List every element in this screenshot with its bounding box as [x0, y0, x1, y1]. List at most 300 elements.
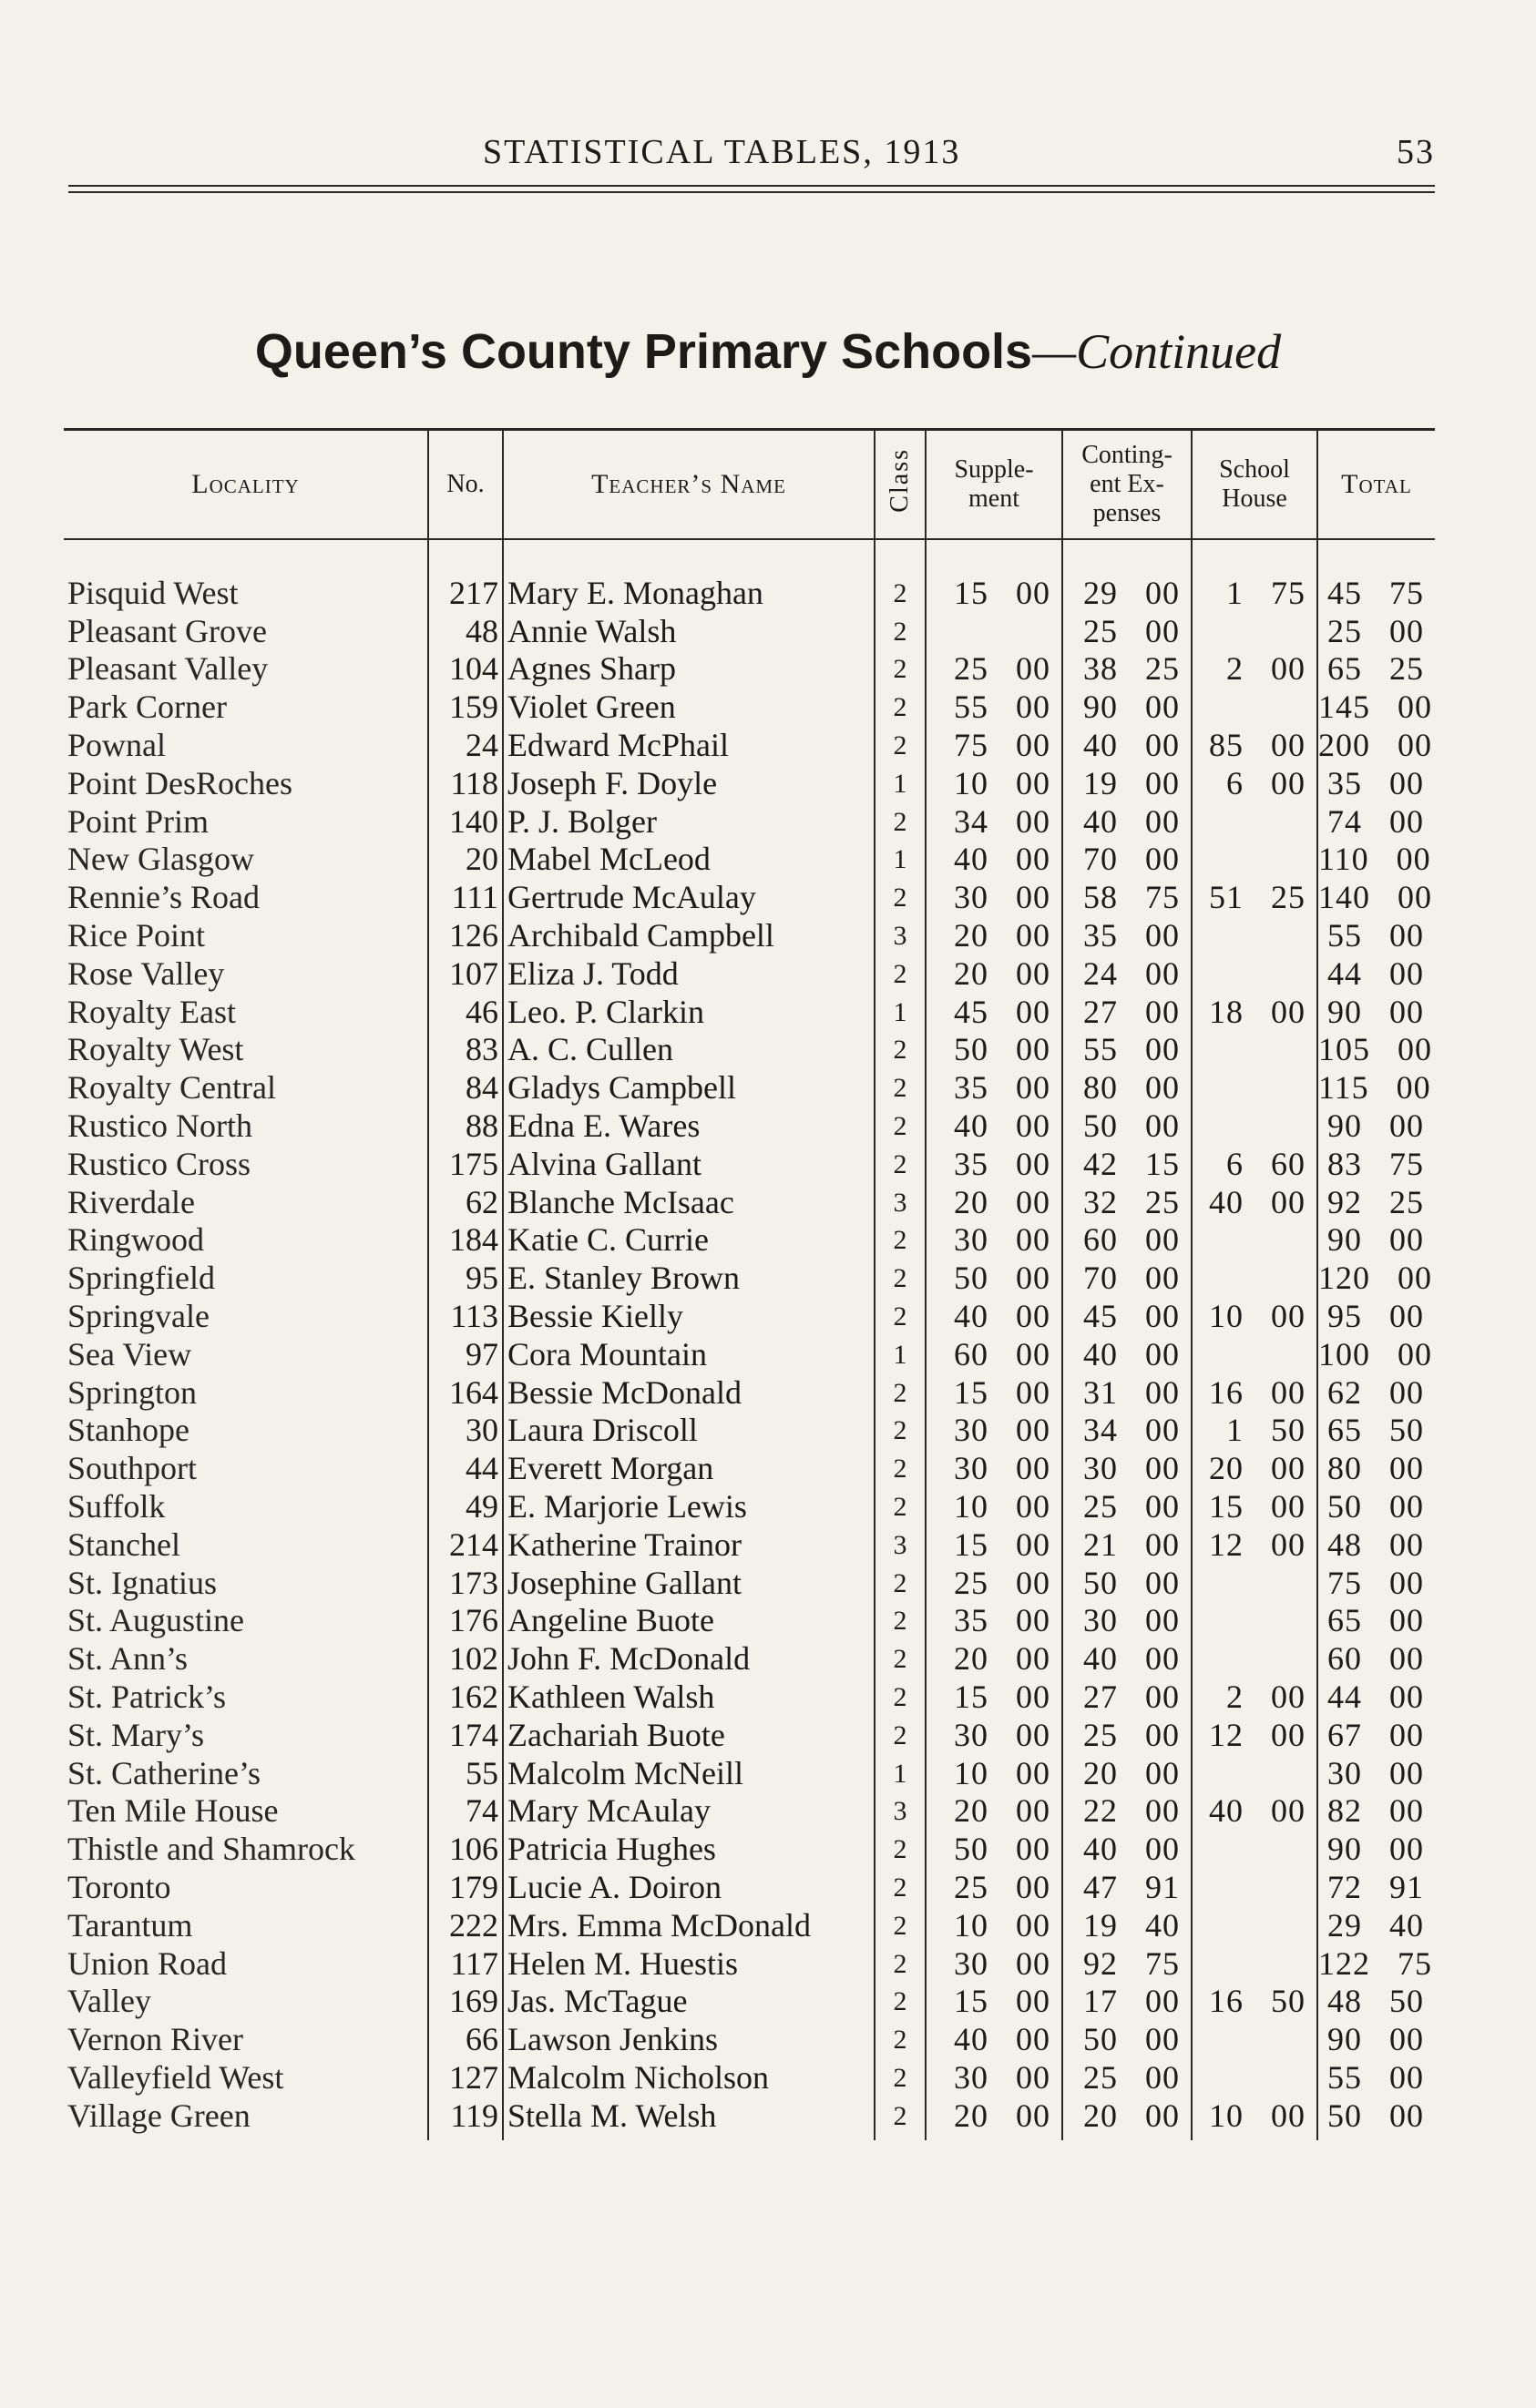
amount-dollars: 25 — [1327, 612, 1362, 649]
cell-teacher: Gladys Campbell — [503, 1069, 875, 1107]
amount-cents: 00 — [1016, 1640, 1050, 1678]
amount-cents: 00 — [1271, 1373, 1306, 1411]
amount-dollars: 40 — [1083, 802, 1118, 840]
cell-no: 111 — [428, 879, 503, 917]
cell-no: 175 — [428, 1145, 503, 1183]
cell-no: 173 — [428, 1564, 503, 1602]
table-row — [64, 1640, 1435, 1678]
cell-teacher: Eliza J. Todd — [503, 954, 875, 993]
amount-dollars: 45 — [1327, 574, 1362, 611]
cell-locality: Thistle and Shamrock — [67, 1831, 355, 1868]
cell-locality: Sea View — [67, 1335, 192, 1372]
amount-dollars: 60 — [954, 1335, 988, 1372]
col-header-locality: Locality — [64, 430, 428, 539]
cell-no: 127 — [428, 2059, 503, 2097]
amount-cents: 00 — [1016, 802, 1050, 840]
amount-dollars: 10 — [954, 764, 988, 801]
table-row — [64, 727, 1435, 765]
amount-dollars: 15 — [954, 1373, 988, 1411]
amount-dollars: 15 — [954, 1678, 988, 1715]
cell-supplement — [926, 2059, 1062, 2097]
amount-cents: 00 — [1389, 1525, 1424, 1563]
amount-cents: 00 — [1271, 1450, 1306, 1487]
amount-dollars: 17 — [1083, 1983, 1118, 2020]
cell-locality: Rose Valley — [67, 954, 225, 992]
amount-dollars: 20 — [1209, 1450, 1244, 1487]
amount-dollars: 30 — [954, 1412, 988, 1449]
cell-locality: Ten Mile House — [67, 1792, 279, 1830]
amount-cents: 00 — [1145, 1107, 1180, 1145]
cell-no: 222 — [428, 1906, 503, 1944]
cell-class: 3 — [875, 1183, 926, 1221]
amount-dollars: 90 — [1083, 689, 1118, 726]
cell-school-house — [1192, 764, 1317, 802]
cell-locality: Vernon River — [67, 2021, 243, 2058]
amount-cents: 00 — [1016, 1145, 1050, 1182]
amount-cents: 00 — [1398, 689, 1432, 726]
amount-cents: 00 — [1145, 574, 1180, 611]
amount-cents: 00 — [1145, 917, 1180, 954]
amount-cents: 00 — [1271, 2097, 1306, 2134]
amount-cents: 60 — [1271, 1145, 1306, 1182]
amount-cents: 00 — [1016, 1525, 1050, 1563]
amount-dollars: 50 — [1083, 1564, 1118, 1601]
cell-no: 102 — [428, 1640, 503, 1678]
amount-dollars: 12 — [1209, 1525, 1244, 1563]
table-row — [64, 1488, 1435, 1526]
amount-cents: 00 — [1389, 802, 1424, 840]
table-row — [64, 1412, 1435, 1450]
cell-total — [1317, 1944, 1435, 1983]
amount-cents: 75 — [1389, 1145, 1424, 1182]
cell-teacher: Katie C. Currie — [503, 1221, 875, 1260]
cell-class: 2 — [875, 1640, 926, 1678]
cell-contingent — [1062, 1754, 1192, 1792]
cell-total — [1317, 1031, 1435, 1069]
cell-class: 2 — [875, 1831, 926, 1869]
amount-dollars: 74 — [1327, 802, 1362, 840]
amount-cents: 00 — [1145, 993, 1180, 1030]
cell-school-house — [1192, 1373, 1317, 1412]
amount-dollars: 30 — [1083, 1450, 1118, 1487]
amount-dollars: 25 — [1083, 612, 1118, 649]
amount-dollars: 50 — [1083, 2021, 1118, 2058]
cell-school-house — [1192, 1260, 1317, 1298]
cell-class: 2 — [875, 2021, 926, 2059]
amount-cents: 00 — [1271, 727, 1306, 764]
cell-class: 2 — [875, 1564, 926, 1602]
amount-cents: 00 — [1145, 1488, 1180, 1525]
cell-teacher: Helen M. Huestis — [503, 1944, 875, 1983]
amount-dollars: 35 — [954, 1069, 988, 1107]
cell-no: 164 — [428, 1373, 503, 1412]
amount-cents: 00 — [1145, 1031, 1180, 1068]
cell-total — [1317, 727, 1435, 765]
cell-no: 66 — [428, 2021, 503, 2059]
table-row — [64, 1335, 1435, 1373]
cell-no: 84 — [428, 1069, 503, 1107]
cell-school-house — [1192, 2059, 1317, 2097]
cell-total — [1317, 954, 1435, 993]
amount-cents: 00 — [1016, 764, 1050, 801]
cell-total — [1317, 764, 1435, 802]
amount-dollars: 145 — [1318, 689, 1370, 726]
cell-supplement — [926, 1716, 1062, 1754]
amount-dollars: 40 — [954, 1298, 988, 1335]
amount-dollars: 25 — [954, 1564, 988, 1601]
cell-contingent — [1062, 1488, 1192, 1526]
cell-no: 217 — [428, 575, 503, 613]
table-row — [64, 2059, 1435, 2097]
cell-total — [1317, 879, 1435, 917]
amount-dollars: 22 — [1083, 1792, 1118, 1830]
amount-cents: 00 — [1016, 1716, 1050, 1753]
cell-locality: Point Prim — [67, 802, 210, 840]
cell-class: 1 — [875, 1335, 926, 1373]
cell-no: 118 — [428, 764, 503, 802]
amount-dollars: 45 — [1083, 1298, 1118, 1335]
table-row — [64, 1525, 1435, 1564]
amount-dollars: 62 — [1327, 1373, 1362, 1411]
cell-contingent — [1062, 1869, 1192, 1907]
cell-school-house — [1192, 1983, 1317, 2021]
table-row — [64, 1564, 1435, 1602]
cell-contingent — [1062, 650, 1192, 689]
cell-locality: St. Ann’s — [67, 1640, 189, 1678]
cell-locality: Pisquid West — [67, 574, 239, 611]
cell-locality: Royalty Central — [67, 1069, 276, 1107]
cell-contingent — [1062, 1412, 1192, 1450]
amount-dollars: 90 — [1327, 1107, 1362, 1145]
amount-cents: 00 — [1016, 574, 1050, 611]
page-number: 53 — [1397, 133, 1435, 171]
amount-cents: 00 — [1016, 1488, 1050, 1525]
cell-total — [1317, 1640, 1435, 1678]
amount-dollars: 30 — [954, 1716, 988, 1753]
cell-supplement — [926, 650, 1062, 689]
cell-teacher: Patricia Hughes — [503, 1831, 875, 1869]
amount-dollars: 27 — [1083, 993, 1118, 1030]
cell-supplement — [926, 1412, 1062, 1450]
amount-dollars: 29 — [1083, 574, 1118, 611]
amount-cents: 00 — [1271, 1716, 1306, 1753]
cell-class: 3 — [875, 917, 926, 955]
cell-locality: Valleyfield West — [67, 2058, 284, 2096]
amount-dollars: 92 — [1083, 1944, 1118, 1982]
cell-contingent — [1062, 764, 1192, 802]
amount-dollars: 2 — [1226, 650, 1244, 688]
cell-school-house — [1192, 1488, 1317, 1526]
amount-dollars: 92 — [1327, 1183, 1362, 1220]
cell-total — [1317, 1145, 1435, 1183]
amount-cents: 00 — [1271, 1183, 1306, 1220]
cell-no: 176 — [428, 1602, 503, 1640]
cell-total — [1317, 612, 1435, 650]
amount-dollars: 82 — [1327, 1792, 1362, 1830]
cell-school-house — [1192, 2097, 1317, 2135]
amount-dollars: 19 — [1083, 764, 1118, 801]
cell-supplement — [926, 689, 1062, 727]
cell-teacher: Edward McPhail — [503, 727, 875, 765]
amount-cents: 00 — [1145, 1678, 1180, 1715]
table-row — [64, 764, 1435, 802]
cell-no: 88 — [428, 1107, 503, 1146]
amount-cents: 00 — [1145, 954, 1180, 992]
cell-locality: Stanhope — [67, 1412, 189, 1449]
cell-total — [1317, 1869, 1435, 1907]
amount-dollars: 25 — [954, 650, 988, 688]
amount-cents: 00 — [1398, 1335, 1432, 1372]
header-rule-bottom — [68, 191, 1435, 193]
cell-supplement — [926, 802, 1062, 841]
cell-no: 74 — [428, 1792, 503, 1831]
cell-contingent — [1062, 1373, 1192, 1412]
cell-no: 97 — [428, 1335, 503, 1373]
amount-cents: 00 — [1145, 1221, 1180, 1259]
amount-dollars: 40 — [954, 2021, 988, 2058]
amount-cents: 00 — [1145, 1525, 1180, 1563]
cell-total — [1317, 1069, 1435, 1107]
cell-class: 2 — [875, 1031, 926, 1069]
amount-dollars: 20 — [954, 917, 988, 954]
cell-class: 2 — [875, 1450, 926, 1488]
amount-dollars: 15 — [954, 1525, 988, 1563]
cell-contingent — [1062, 575, 1192, 613]
amount-dollars: 25 — [954, 1868, 988, 1905]
amount-dollars: 105 — [1318, 1031, 1370, 1068]
col-header-school-house-label: School House — [1219, 454, 1290, 513]
cell-contingent — [1062, 1906, 1192, 1944]
table-body — [64, 539, 1435, 2141]
cell-total — [1317, 1412, 1435, 1450]
amount-cents: 00 — [1389, 2058, 1424, 2096]
amount-dollars: 70 — [1083, 841, 1118, 878]
col-header-contingent — [1062, 430, 1192, 539]
amount-dollars: 90 — [1327, 2021, 1362, 2058]
amount-dollars: 122 — [1318, 1944, 1370, 1982]
cell-total — [1317, 1373, 1435, 1412]
amount-dollars: 10 — [1209, 2097, 1244, 2134]
amount-cents: 25 — [1271, 879, 1306, 916]
amount-dollars: 50 — [1083, 1107, 1118, 1145]
cell-supplement — [926, 1145, 1062, 1183]
cell-contingent — [1062, 1031, 1192, 1069]
amount-cents: 00 — [1016, 727, 1050, 764]
cell-supplement — [926, 612, 1062, 650]
cell-class: 3 — [875, 1792, 926, 1831]
amount-cents: 00 — [1016, 1944, 1050, 1982]
table-row — [64, 993, 1435, 1031]
amount-dollars: 30 — [1083, 1602, 1118, 1639]
amount-cents: 00 — [1389, 612, 1424, 649]
amount-dollars: 10 — [954, 1488, 988, 1525]
amount-cents: 00 — [1016, 1983, 1050, 2020]
cell-contingent — [1062, 841, 1192, 879]
cell-no: 107 — [428, 954, 503, 993]
amount-dollars: 12 — [1209, 1716, 1244, 1753]
amount-cents: 00 — [1016, 650, 1050, 688]
cell-supplement — [926, 954, 1062, 993]
amount-dollars: 20 — [954, 2097, 988, 2134]
amount-cents: 15 — [1145, 1145, 1180, 1182]
cell-teacher: Kathleen Walsh — [503, 1678, 875, 1717]
amount-cents: 00 — [1389, 1298, 1424, 1335]
cell-locality: Ringwood — [67, 1221, 205, 1259]
amount-dollars: 80 — [1327, 1450, 1362, 1487]
amount-cents: 00 — [1145, 1831, 1180, 1868]
cell-teacher: Bessie McDonald — [503, 1373, 875, 1412]
cell-total — [1317, 1450, 1435, 1488]
table-row — [64, 1183, 1435, 1221]
amount-dollars: 55 — [954, 689, 988, 726]
amount-cents: 00 — [1145, 1373, 1180, 1411]
spacer-row — [64, 539, 1435, 575]
cell-class: 1 — [875, 764, 926, 802]
cell-contingent — [1062, 1335, 1192, 1373]
running-title: STATISTICAL TABLES, 1913 — [483, 133, 961, 171]
amount-dollars: 40 — [1083, 1335, 1118, 1372]
cell-teacher: Mary McAulay — [503, 1792, 875, 1831]
amount-cents: 00 — [1016, 1298, 1050, 1335]
amount-dollars: 20 — [954, 954, 988, 992]
amount-cents: 00 — [1145, 612, 1180, 649]
amount-dollars: 70 — [1083, 1260, 1118, 1297]
amount-dollars: 34 — [954, 802, 988, 840]
cell-locality: Pleasant Grove — [67, 612, 267, 649]
cell-no: 95 — [428, 1260, 503, 1298]
cell-contingent — [1062, 917, 1192, 955]
amount-cents: 00 — [1389, 1754, 1424, 1791]
cell-class: 2 — [875, 954, 926, 993]
cell-total — [1317, 1564, 1435, 1602]
amount-dollars: 80 — [1083, 1069, 1118, 1107]
amount-cents: 00 — [1016, 1678, 1050, 1715]
cell-teacher: E. Stanley Brown — [503, 1260, 875, 1298]
amount-cents: 00 — [1389, 2021, 1424, 2058]
amount-dollars: 10 — [1209, 1298, 1244, 1335]
cell-class: 2 — [875, 1373, 926, 1412]
cell-school-house — [1192, 841, 1317, 879]
amount-dollars: 2 — [1226, 1678, 1244, 1715]
cell-teacher: Mabel McLeod — [503, 841, 875, 879]
table-row — [64, 1678, 1435, 1717]
cell-no: 46 — [428, 993, 503, 1031]
amount-cents: 40 — [1389, 1906, 1424, 1944]
cell-class: 2 — [875, 1145, 926, 1183]
amount-cents: 00 — [1016, 1906, 1050, 1944]
cell-total — [1317, 2097, 1435, 2135]
cell-school-house — [1192, 1831, 1317, 1869]
cell-no: 104 — [428, 650, 503, 689]
amount-cents: 00 — [1389, 2097, 1424, 2134]
amount-dollars: 21 — [1083, 1525, 1118, 1563]
amount-cents: 00 — [1271, 1488, 1306, 1525]
amount-dollars: 60 — [1083, 1221, 1118, 1259]
cell-no: 83 — [428, 1031, 503, 1069]
cell-school-house — [1192, 1944, 1317, 1983]
cell-teacher: Josephine Gallant — [503, 1564, 875, 1602]
table-row — [64, 2021, 1435, 2059]
table-row — [64, 841, 1435, 879]
cell-supplement — [926, 1906, 1062, 1944]
cell-supplement — [926, 1754, 1062, 1792]
cell-total — [1317, 1792, 1435, 1831]
cell-school-house — [1192, 1525, 1317, 1564]
cell-locality: Union Road — [67, 1944, 227, 1982]
cell-locality: Springvale — [67, 1298, 210, 1335]
amount-cents: 00 — [1016, 1069, 1050, 1107]
amount-cents: 00 — [1016, 993, 1050, 1030]
amount-dollars: 35 — [954, 1145, 988, 1182]
cell-teacher: Blanche McIsaac — [503, 1183, 875, 1221]
table-row — [64, 879, 1435, 917]
cell-teacher: Malcolm Nicholson — [503, 2059, 875, 2097]
table-row — [64, 1145, 1435, 1183]
amount-dollars: 10 — [954, 1906, 988, 1944]
table-row — [64, 1906, 1435, 1944]
amount-dollars: 6 — [1226, 764, 1244, 801]
amount-dollars: 30 — [954, 1221, 988, 1259]
cell-class: 2 — [875, 612, 926, 650]
amount-cents: 00 — [1016, 841, 1050, 878]
cell-class: 2 — [875, 689, 926, 727]
table-row — [64, 954, 1435, 993]
table-title-main: Queen’s County Primary Schools — [254, 324, 1033, 379]
cell-no: 162 — [428, 1678, 503, 1717]
cell-locality: Stanchel — [67, 1525, 180, 1563]
cell-locality: Springfield — [67, 1260, 215, 1297]
cell-locality: St. Patrick’s — [67, 1678, 227, 1715]
amount-dollars: 110 — [1318, 841, 1369, 878]
amount-cents: 00 — [1016, 2097, 1050, 2134]
cell-locality: Point DesRoches — [67, 764, 292, 801]
cell-total — [1317, 1221, 1435, 1260]
cell-contingent — [1062, 1107, 1192, 1146]
amount-dollars: 55 — [1327, 2058, 1362, 2096]
cell-contingent — [1062, 1298, 1192, 1336]
cell-contingent — [1062, 1221, 1192, 1260]
amount-cents: 40 — [1145, 1906, 1180, 1944]
cell-contingent — [1062, 2021, 1192, 2059]
cell-contingent — [1062, 1183, 1192, 1221]
table-header-row — [64, 430, 1435, 539]
cell-supplement — [926, 1335, 1062, 1373]
cell-no: 179 — [428, 1869, 503, 1907]
amount-dollars: 30 — [954, 2058, 988, 2096]
amount-dollars: 25 — [1083, 1488, 1118, 1525]
cell-total — [1317, 1754, 1435, 1792]
cell-no: 126 — [428, 917, 503, 955]
col-header-school-house — [1192, 430, 1317, 539]
amount-dollars: 83 — [1327, 1145, 1362, 1182]
amount-dollars: 60 — [1327, 1640, 1362, 1678]
amount-cents: 00 — [1016, 1450, 1050, 1487]
cell-no: 30 — [428, 1412, 503, 1450]
cell-total — [1317, 1260, 1435, 1298]
cell-locality: Southport — [67, 1450, 198, 1487]
cell-total — [1317, 841, 1435, 879]
cell-teacher: Jas. McTague — [503, 1983, 875, 2021]
cell-locality: Pleasant Valley — [67, 650, 269, 688]
amount-dollars: 47 — [1083, 1868, 1118, 1905]
cell-school-house — [1192, 1678, 1317, 1717]
amount-cents: 00 — [1145, 1640, 1180, 1678]
cell-no: 184 — [428, 1221, 503, 1260]
amount-cents: 00 — [1389, 993, 1424, 1030]
amount-cents: 25 — [1145, 1183, 1180, 1220]
amount-cents: 50 — [1271, 1412, 1306, 1449]
amount-cents: 25 — [1145, 650, 1180, 688]
